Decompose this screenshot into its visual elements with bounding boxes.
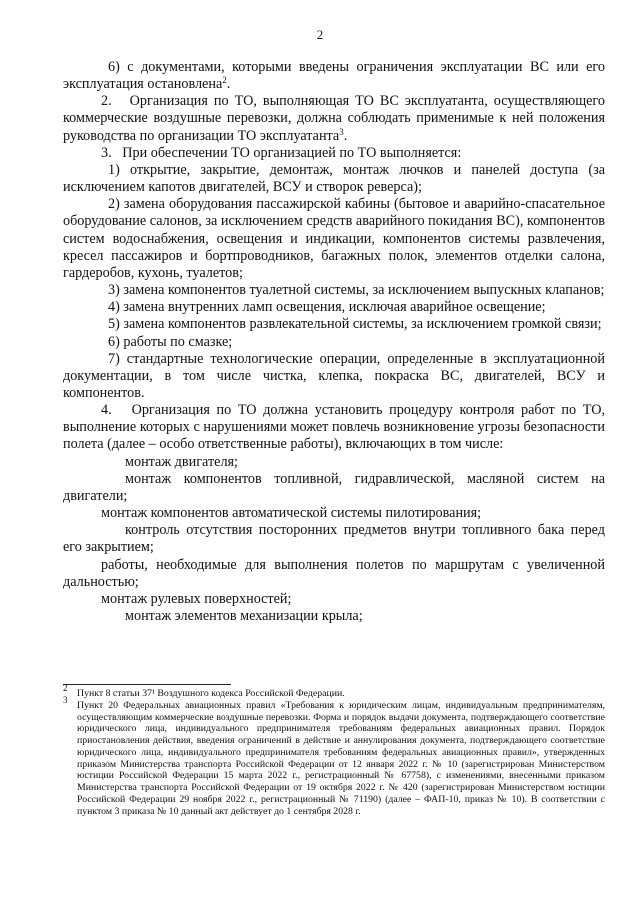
- list-item-7: 7) стандартные технологические операции, определенные в эксплуатационной документации, в том числе чистка, клепка, покраска ВС, двигателей, ВСУ и компонентов.: [63, 350, 605, 401]
- list-item-wing-mechanization: монтаж элементов механизации крыла;: [125, 608, 363, 624]
- list-item-1: 1) открытие, закрытие, демонтаж, монтаж лючков и панелей доступа (за исключением капотов двигателей, ВСУ и створок реверса);: [63, 161, 605, 196]
- footnote-divider: [63, 684, 231, 685]
- footnote-text: Пункт 8 статьи 37¹ Воздушного кодекса Российской Федерации.: [77, 688, 345, 699]
- list-item-control-surfaces: монтаж рулевых поверхностей;: [101, 590, 292, 607]
- footnote-text: Пункт 20 Федеральных авиационных правил «Требования к юридическим лицам, индивидуальным предпринимателям, осуществляющим коммерческие воздушные перевозки. Форма и порядок выдачи документа, подтверждающего соответствие юридического лица, индивидуального предпринимателя требованиям федеральных авиационных правил. Порядок приостановления действия, введения ограничений в действие и аннулирования документа, подтверждающего соответствие юридического лица, индивидуального предпринимателя требованиям федеральных авиационных правил», утвержденных приказом Министерства транспорта Российской Федерации от 12 января 2022 г. № 10 (зарегистрирован Министерством юстиции Российской Федерации 15 марта 2022 г., регистрационный № 67758), с изменениями, внесенными приказом Министерства транспорта Российской Федерации от 19 октября 2022 г. № 420 (зарегистрирован Министерством юстиции Российской Федерации 29 ноября 2022 г., регистрационный № 71190) (далее – ФАП-10, приказ № 10). В соответствии с пунктом 3 приказа № 10 данный акт действует до 1 сентября 2028 г.: [77, 699, 605, 817]
- paragraph-section-3: 3. При обеспечении ТО организацией по ТО выполняется:: [101, 144, 462, 161]
- list-item-3: 3) замена компонентов туалетной системы, за исключением выпускных клапанов;: [108, 282, 605, 299]
- footnote-item: $^3$ Пункт 20 Федеральных авиационных правил «Требования к юридическим лицам, индивидуальным предпринимателям, осуществляющим коммерческие воздушные перевозки. Форма и порядок выдачи документа, подтверждающего соответствие юридического лица, индивидуального предпринимателя требованиям федеральных авиационных правил. Порядок приостановления действия, введения ограничений в действие и аннулирования документа, подтверждающего соответствие юридического лица, индивидуального предпринимателя требованиям федеральных авиационных правил», утвержденных приказом Министерства транспорта Российской Федерации от 12 января 2022 г. № 10 (зарегистрирован Министерством юстиции Российской Федерации 15 марта 2022 г., регистрационный № 67758), с изменениями, внесенными приказом Министерства транспорта Российской Федерации от 19 октября 2022 г. № 420 (зарегистрирован Министерством юстиции Российской Федерации 29 ноября 2022 г., регистрационный № 71190) (далее – ФАП-10, приказ № 10). В соответствии с пунктом 3 приказа № 10 данный акт действует до 1 сентября 2028 г.: [63, 694, 605, 817]
- document-body: [63, 59, 605, 625]
- list-item-systems-mount: монтаж компонентов топливной, гидравлической, масляной систем на двигатели;: [63, 470, 605, 504]
- page-number: 2: [316, 27, 324, 42]
- footnote-item: $^2$ Пункт 8 статьи 37¹ Воздушного кодекса Российской Федерации.: [63, 683, 345, 699]
- footnote-reference: 2: [222, 75, 227, 86]
- list-item-extended-range: работы, необходимые для выполнения полетов по маршрутам с увеличенной дальностью;: [63, 556, 605, 590]
- paragraph-section-4: 4. Организация по ТО должна установить процедуру контроля работ по ТО, выполнение которых с нарушениями может повлечь возникновение угрозы безопасности полета (далее – особо ответственные работы), включающих в том числе:: [63, 402, 605, 453]
- footnote-reference: 3: [339, 126, 344, 137]
- list-item-5: 5) замена компонентов развлекательной системы, за исключением громкой связи;: [108, 316, 602, 333]
- paragraph-end-period: .: [343, 127, 348, 144]
- paragraph-section-2: [63, 93, 605, 144]
- list-item-autopilot: монтаж компонентов автоматической системы пилотирования;: [101, 505, 482, 522]
- footnotes-section: [63, 683, 605, 817]
- paragraph-text: 6) с документами, которыми введены ограничения эксплуатации ВС или его эксплуатация остановлена: [63, 59, 605, 93]
- paragraph-item-6-documents: [63, 59, 605, 93]
- list-item-fuel-tank-control: контроль отсутствия посторонних предметов внутри топливного бака перед его закрытием;: [63, 522, 605, 556]
- list-item-4: 4) замена внутренних ламп освещения, исключая аварийное освещение;: [108, 299, 546, 316]
- paragraph-text: 2. Организация по ТО, выполняющая ТО ВС эксплуатанта, осуществляющего коммерческие воздушные перевозки, должна соблюдать применимые к ней положения руководства по организации ТО эксплуатанта: [63, 93, 605, 144]
- list-item-6: 6) работы по смазке;: [108, 333, 233, 350]
- list-item-2: 2) замена оборудования пассажирской кабины (бытовое и аварийно-спасательное оборудование салонов, за исключением средств аварийного покидания ВС), компонентов систем водоснабжения, освещения и индикации, компонентов системы развлечения, кресел пассажиров и бортпроводников, багажных полок, элементов отделки салона, гардеробов, кухонь, туалетов;: [63, 196, 605, 281]
- list-item-engine-mount: монтаж двигателя;: [125, 453, 238, 470]
- paragraph-end-period: .: [226, 76, 231, 93]
